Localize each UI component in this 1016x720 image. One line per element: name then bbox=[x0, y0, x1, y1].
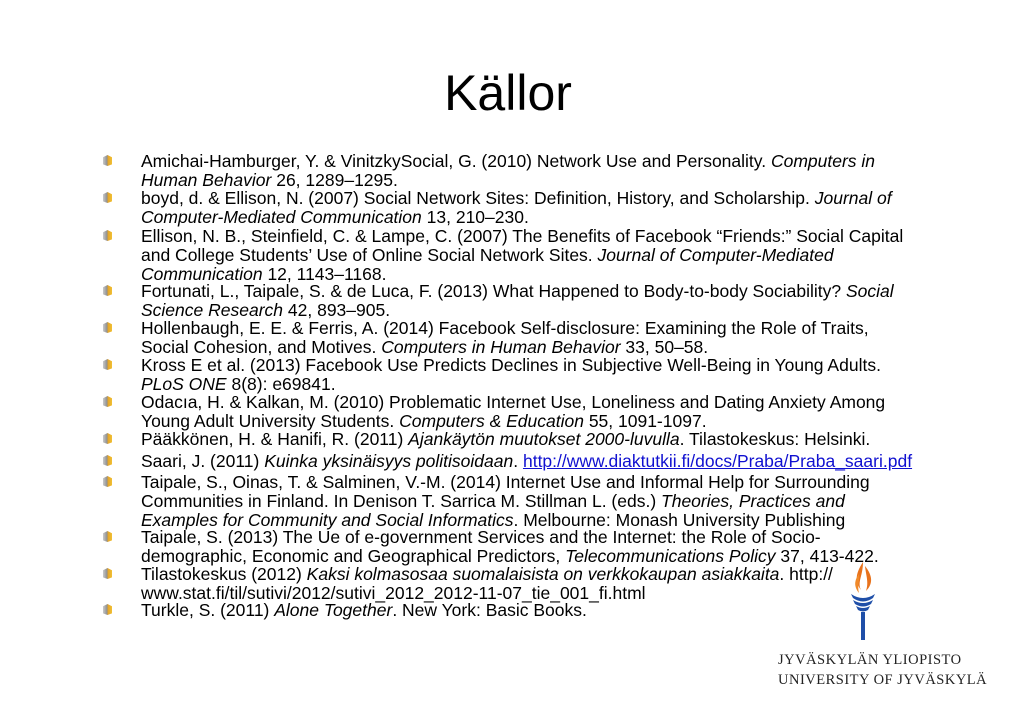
reference-item bbox=[141, 393, 921, 431]
reference-item bbox=[141, 227, 921, 284]
ref-source: Kaksi kolmasosaa suomalaisista on verkkokaupan asiakkaita bbox=[306, 564, 780, 584]
ref-details: 55, 1091-1097. bbox=[583, 411, 707, 431]
ref-source: Journal of Computer-Mediated Communication bbox=[141, 188, 892, 227]
ref-details: . bbox=[513, 451, 523, 471]
ref-details: 12, 1143–1168. bbox=[262, 264, 387, 284]
ref-details: 33, 50–58. bbox=[620, 337, 709, 357]
ref-source: Kuinka yksinäisyys politisoidaan bbox=[264, 451, 514, 471]
ref-text: Taipale, S., Oinas, T. & Salminen, V.-M. (2014) Internet Use and Informal Help for Surrounding Communities in Finland. In Denison T. Sarrica M. Stillman L. (eds.) bbox=[141, 472, 870, 511]
ref-text: Amichai-Hamburger, Y. & VinitzkySocial, G. (2010) Network Use and Personality. bbox=[141, 151, 771, 171]
ref-text: Fortunati, L., Taipale, S. & de Luca, F. (2013) What Happened to Body-to-body Sociability? bbox=[141, 281, 846, 301]
bullet-icon bbox=[103, 396, 112, 407]
bullet-icon bbox=[103, 476, 112, 487]
ref-text: Tilastokeskus (2012) bbox=[141, 564, 307, 584]
flame-icon bbox=[865, 566, 871, 591]
torch-bowl-icon bbox=[856, 606, 870, 612]
bullet-icon bbox=[103, 433, 112, 444]
ref-details: 8(8): e69841. bbox=[226, 374, 336, 394]
reference-item bbox=[141, 452, 921, 471]
ref-source: Computers & Education bbox=[399, 411, 584, 431]
ref-text: boyd, d. & Ellison, N. (2007) Social Network Sites: Definition, History, and Scholarship. bbox=[141, 188, 815, 208]
reference-item bbox=[141, 356, 921, 394]
ref-details: . Melbourne: Monash University Publishing bbox=[513, 510, 846, 530]
reference-item bbox=[141, 319, 921, 357]
ref-source: Journal of Computer-Mediated Communication bbox=[141, 245, 834, 284]
bullet-icon bbox=[103, 455, 112, 466]
reference-item bbox=[141, 189, 921, 227]
ref-text: Hollenbaugh, E. E. & Ferris, A. (2014) Facebook Self-disclosure: Examining the Role of Traits, Social Cohesion, and Motives. bbox=[141, 318, 869, 357]
bullet-icon bbox=[103, 604, 112, 615]
ref-source: PLoS ONE bbox=[141, 374, 227, 394]
ref-source: Ajankäytön muutokset 2000-luvulla bbox=[408, 429, 680, 449]
slide-title: Källor bbox=[444, 65, 572, 121]
university-name-en: UNIVERSITY OF JYVÄSKYLÄ bbox=[778, 672, 988, 688]
torch-logo-icon bbox=[833, 560, 893, 642]
ref-text: Odacıa, H. & Kalkan, M. (2010) Problematic Internet Use, Loneliness and Dating Anxiety Among Young Adult University Students. bbox=[141, 392, 886, 431]
bullet-icon bbox=[103, 359, 112, 370]
ref-text: Taipale, S. (2013) The Ue of e-government Services and the Internet: the Role of Socio-demographic, Economic and Geographical Predictors, bbox=[141, 527, 821, 566]
ref-source: Alone Together bbox=[274, 600, 393, 620]
ref-details: 26, 1289–1295. bbox=[271, 170, 398, 190]
ref-details: 42, 893–905. bbox=[283, 300, 391, 320]
ref-text: Pääkkönen, H. & Hanifi, R. (2011) bbox=[141, 429, 409, 449]
bullet-icon bbox=[103, 531, 112, 542]
bullet-icon bbox=[103, 285, 112, 296]
torch-handle-icon bbox=[861, 612, 865, 640]
university-name-fi: JYVÄSKYLÄN YLIOPISTO bbox=[778, 652, 962, 668]
bullet-icon bbox=[103, 322, 112, 333]
ref-link[interactable]: http://www.diaktutkii.fi/docs/Praba/Praba_saari.pdf bbox=[522, 451, 913, 471]
ref-details: 37, 413-422. bbox=[775, 546, 879, 566]
reference-item bbox=[141, 430, 921, 449]
reference-item bbox=[141, 152, 921, 190]
ref-text: Kross E et al. (2013) Facebook Use Predicts Declines in Subjective Well-Being in Young Adults. bbox=[141, 355, 881, 375]
ref-source: Social Science Research bbox=[141, 281, 894, 320]
ref-source: Theories, Practices and Examples for Community and Social Informatics bbox=[141, 491, 845, 530]
bullet-icon bbox=[103, 155, 112, 166]
bullet-icon bbox=[103, 568, 112, 579]
reference-item bbox=[141, 565, 841, 603]
bullet-icon bbox=[103, 230, 112, 241]
ref-text: Turkle, S. (2011) bbox=[141, 600, 275, 620]
ref-details: . New York: Basic Books. bbox=[392, 600, 587, 620]
ref-details: 13, 210–230. bbox=[421, 207, 529, 227]
reference-item bbox=[141, 601, 921, 620]
ref-text: Ellison, N. B., Steinfield, C. & Lampe, C. (2007) The Benefits of Facebook “Friends:” Social Capital and College Students’ Use of Online Social Network Sites. bbox=[141, 226, 904, 265]
reference-item bbox=[141, 528, 921, 566]
bullet-icon bbox=[103, 192, 112, 203]
ref-source: Telecommunications Policy bbox=[565, 546, 776, 566]
reference-item bbox=[141, 282, 921, 320]
torch-bowl-icon bbox=[851, 594, 875, 602]
ref-source: Computers in Human Behavior bbox=[141, 151, 876, 190]
ref-source: Computers in Human Behavior bbox=[381, 337, 621, 357]
ref-details: . Tilastokeskus: Helsinki. bbox=[679, 429, 871, 449]
ref-details: . http://www.stat.fi/til/sutivi/2012/sutivi_2012_2012-11-07_tie_001_fi.html bbox=[141, 564, 833, 603]
reference-item bbox=[141, 473, 921, 530]
ref-text: Saari, J. (2011) bbox=[141, 451, 265, 471]
